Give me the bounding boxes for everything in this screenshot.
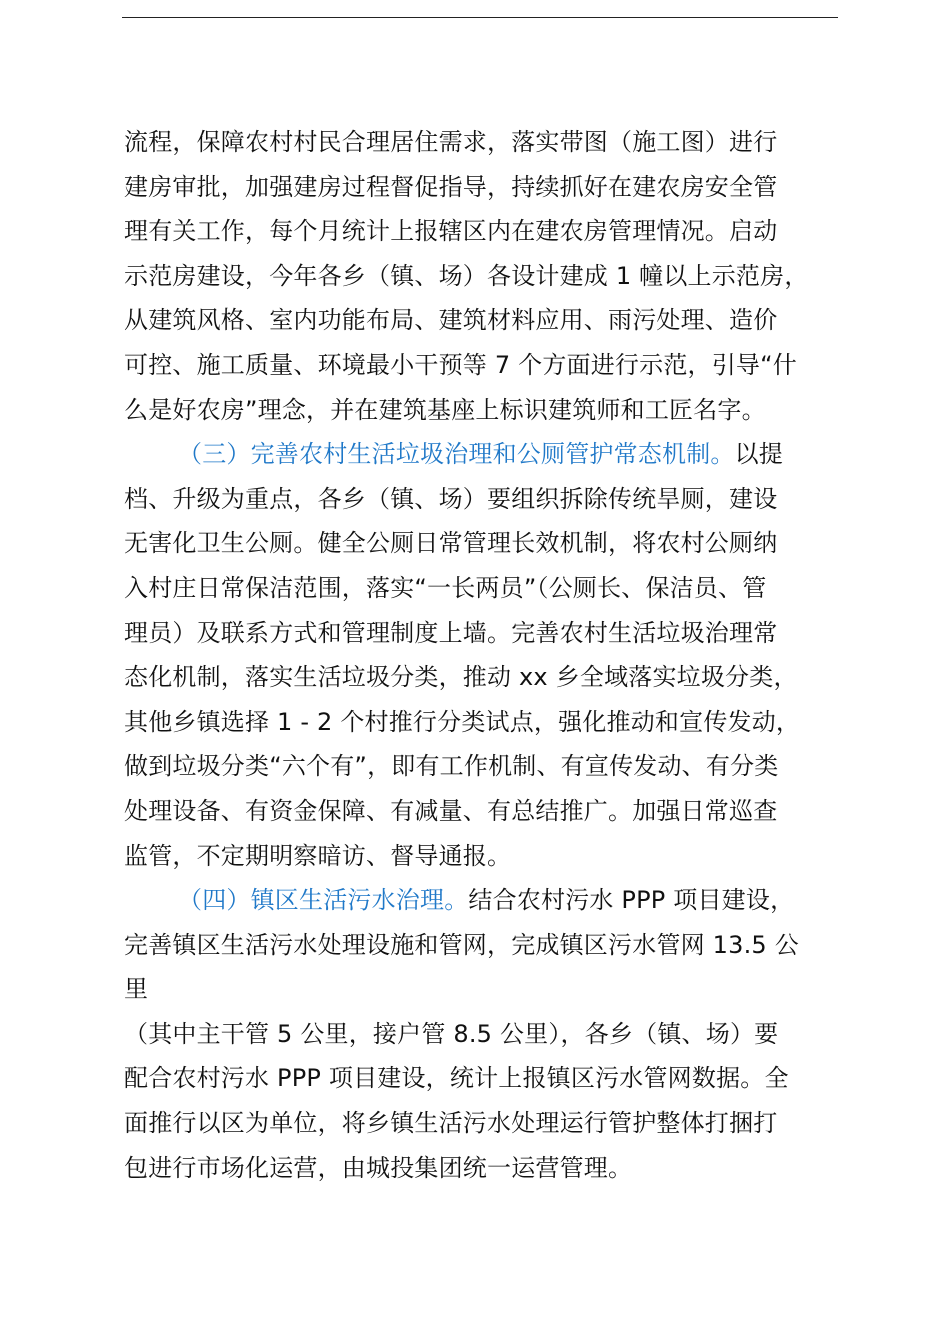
text-line: 完善镇区生活污水处理设施和管网，完成镇区污水管网 13.5 公 bbox=[124, 930, 799, 959]
section-3-heading: （三）完善农村生活垃圾治理和公厕管护常态机制。 bbox=[178, 440, 735, 469]
section-4-heading: （四）镇区生活污水治理。 bbox=[178, 886, 469, 915]
section-4-lead-text: 结合农村污水 PPP 项目建设， bbox=[468, 886, 795, 915]
text-line: 理员）及联系方式和管理制度上墙。完善农村生活垃圾治理常 bbox=[124, 618, 778, 647]
section-3-lead-text: 以提 bbox=[734, 440, 784, 469]
section-4-first-line bbox=[124, 878, 840, 923]
text-line: 入村庄日常保洁范围，落实“一长两员”（公厕长、保洁员、管 bbox=[124, 573, 767, 602]
text-line: 示范房建设，今年各乡（镇、场）各设计建成 1 幢以上示范房， bbox=[124, 261, 809, 290]
header-rule bbox=[122, 17, 838, 18]
text-line: 里 bbox=[124, 975, 149, 1004]
text-line: 无害化卫生公厕。健全公厕日常管理长效机制，将农村公厕纳 bbox=[124, 529, 778, 558]
text-line: 配合农村污水 PPP 项目建设，统计上报镇区污水管网数据。全 bbox=[124, 1064, 789, 1093]
section-3-first-line bbox=[124, 432, 840, 477]
text-line: 处理设备、有资金保障、有减量、有总结推广。加强日常巡查 bbox=[124, 796, 778, 825]
text-line: （其中主干管 5 公里，接户管 8.5 公里），各乡（镇、场）要 bbox=[124, 1019, 779, 1048]
text-line: 档、升级为重点，各乡（镇、场）要组织拆除传统旱厕，建设 bbox=[124, 484, 778, 513]
text-line: 从建筑风格、室内功能布局、建筑材料应用、雨污处理、造价 bbox=[124, 306, 778, 335]
text-line: 其他乡镇选择 1 - 2 个村推行分类试点，强化推动和宣传发动， bbox=[124, 707, 801, 736]
text-line: 态化机制，落实生活垃圾分类，推动 xx 乡全域落实垃圾分类， bbox=[124, 663, 798, 692]
text-line: 做到垃圾分类“六个有”，即有工作机制、有宣传发动、有分类 bbox=[124, 752, 779, 781]
text-line: 流程，保障农村村民合理居住需求，落实带图（施工图）进行 bbox=[124, 128, 778, 156]
text-line: 么是好农房”理念，并在建筑基座上标识建筑师和工匠名字。 bbox=[124, 395, 766, 424]
text-line: 建房审批，加强建房过程督促指导，持续抓好在建农房安全管 bbox=[124, 172, 778, 201]
text-line: 面推行以区为单位，将乡镇生活污水处理运行管护整体打捆打 bbox=[124, 1109, 778, 1138]
text-line: 可控、施工质量、环境最小干预等 7 个方面进行示范，引导“什 bbox=[124, 350, 797, 379]
document-body bbox=[124, 120, 840, 1190]
text-line: 理有关工作，每个月统计上报辖区内在建农房管理情况。启动 bbox=[124, 217, 778, 246]
text-line: 包进行市场化运营，由城投集团统一运营管理。 bbox=[124, 1153, 633, 1182]
text-line: 监管，不定期明察暗访、督导通报。 bbox=[124, 841, 512, 870]
